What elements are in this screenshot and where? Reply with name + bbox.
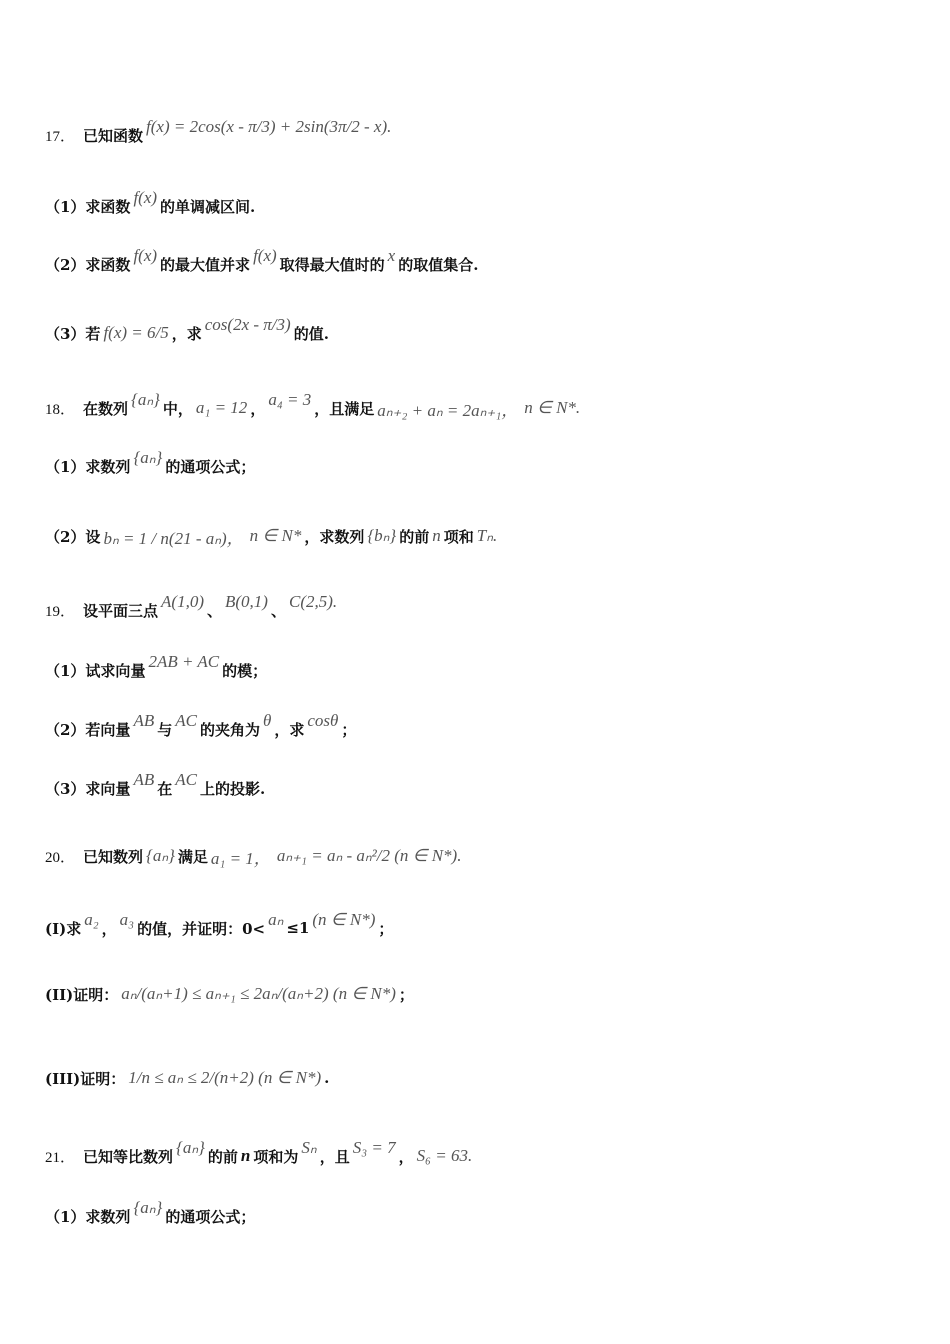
formula: AC (175, 711, 197, 730)
problem-21-part-1 (45, 1198, 255, 1234)
part-label: （3）求向量 (45, 779, 131, 798)
formula: n ∈ N*. (524, 398, 581, 417)
part-text: ； (378, 919, 394, 938)
problem-text: 在数列 (83, 399, 129, 418)
formula: aₙ₊₁ = aₙ - aₙ²/2 (n ∈ N*). (276, 846, 462, 865)
problem-20-part-1 (45, 910, 393, 946)
formula: bₙ = 1 / n(21 - aₙ)， (103, 528, 244, 548)
problem-text: ，且满足 (314, 399, 375, 418)
problem-text: 已知等比数列 (83, 1147, 174, 1166)
formula: (n ∈ N*) (312, 910, 376, 929)
formula: a₃ (119, 910, 135, 929)
separator: ， (250, 399, 266, 418)
problem-20-stem (45, 830, 464, 882)
problem-text: 的前 (207, 1147, 238, 1166)
formula: Tₙ. (476, 526, 498, 545)
part-label: （1）求数列 (45, 1207, 131, 1226)
problem-19-stem (45, 592, 340, 628)
formula: S₆ = 63. (416, 1146, 473, 1165)
problem-number: 21． (45, 1149, 76, 1166)
problem-17-part-3 (45, 305, 329, 361)
formula: cosθ (307, 711, 339, 730)
formula: aₙ₊₂ + aₙ = 2aₙ₊₁， (377, 400, 519, 420)
part-label: （3）若 (45, 324, 101, 343)
problem-number: 17． (45, 128, 76, 145)
formula: n ∈ N* (249, 526, 302, 545)
problem-19-part-3 (45, 772, 265, 804)
problem-18-part-1 (45, 450, 255, 482)
problem-19-part-1 (45, 654, 267, 686)
problem-number: 18． (45, 401, 76, 418)
part-label: (I)求 (45, 919, 82, 938)
formula: B(0,1) (225, 592, 268, 611)
problem-18-part-2 (45, 508, 500, 564)
problem-17-stem (45, 100, 394, 170)
problem-21-stem (45, 1138, 475, 1174)
separator: ， (398, 1147, 414, 1166)
part-text: ，求 (171, 324, 202, 343)
formula: θ (263, 711, 272, 730)
part-text: 的模； (222, 661, 268, 680)
formula: f(x) (133, 188, 158, 207)
formula: n (432, 526, 441, 545)
part-text: ≤1 (286, 919, 310, 937)
formula: n (240, 1146, 251, 1165)
part-text: 的最大值并求 (160, 255, 251, 274)
part-label: （1）试求向量 (45, 661, 146, 680)
problem-text: 设平面三点 (83, 601, 159, 620)
part-text: ； (341, 720, 357, 739)
problem-20-part-2 (45, 968, 414, 1020)
part-label: (II)证明： (45, 985, 119, 1004)
formula: AB (133, 711, 155, 730)
part-text: ，求数列 (304, 527, 365, 546)
part-text: 的取值集合. (398, 255, 479, 274)
formula: A(1,0) (161, 592, 204, 611)
part-text: 上的投影. (199, 779, 266, 798)
formula: {aₙ} (133, 1198, 163, 1217)
part-text: 在 (157, 779, 173, 798)
separator: ， (101, 919, 117, 938)
formula: {aₙ} (146, 846, 175, 865)
part-text: 项和 (443, 527, 474, 546)
formula: {aₙ} (176, 1138, 205, 1157)
part-text: ； (398, 985, 414, 1004)
problem-17-part-1 (45, 190, 255, 222)
part-text: . (324, 1069, 330, 1087)
formula: aₙ/(aₙ+1) ≤ aₙ₊₁ ≤ 2aₙ/(aₙ+2) (n ∈ N*) (121, 984, 396, 1003)
part-label: （1）求数列 (45, 457, 131, 476)
part-text: 的夹角为 (199, 720, 260, 739)
part-text: 的单调减区间. (160, 197, 256, 216)
formula: a₁ = 12 (195, 398, 248, 417)
problem-number: 20． (45, 849, 76, 866)
problem-19-part-2 (45, 713, 356, 745)
formula: a₄ = 3 (268, 390, 312, 409)
formula: AB (133, 770, 155, 789)
formula: cos(2x - π/3) (204, 315, 291, 334)
formula: C(2,5). (289, 592, 338, 611)
formula: a₂ (84, 910, 99, 929)
problem-text: 已知数列 (83, 847, 144, 866)
part-label: （1）求函数 (45, 197, 131, 216)
part-text: 的通项公式； (165, 1207, 256, 1226)
separator: 、 (270, 601, 286, 620)
formula: a₁ = 1， (210, 848, 271, 868)
problem-17-part-2 (45, 248, 478, 280)
part-label: (III)证明： (45, 1069, 126, 1088)
part-text: 的前 (399, 527, 430, 546)
part-text: 与 (157, 720, 173, 739)
formula: S₃ = 7 (352, 1138, 396, 1157)
formula: 2AB + AC (148, 652, 220, 671)
formula: f(x) = 2cos(x - π/3) + 2sin(3π/2 - x). (146, 117, 392, 136)
part-label: （2）若向量 (45, 720, 131, 739)
problem-18-stem (45, 388, 583, 428)
formula: f(x) = 6/5 (103, 323, 169, 342)
part-text: 的通项公式； (165, 457, 256, 476)
part-text: 的值. (293, 324, 329, 343)
formula: f(x) (133, 246, 158, 265)
formula: f(x) (253, 246, 277, 265)
formula: {aₙ} (133, 448, 163, 467)
part-text: ，求 (274, 720, 305, 739)
problem-text: 项和为 (253, 1147, 299, 1166)
formula: x (387, 246, 396, 265)
part-label: （2）求函数 (45, 255, 131, 274)
problem-20-part-3 (45, 1052, 329, 1104)
problem-text: 中， (162, 399, 193, 418)
part-text: 取得最大值时的 (279, 255, 385, 274)
problem-text: 满足 (177, 847, 208, 866)
formula: {bₙ} (367, 526, 397, 545)
problem-text: ，且 (319, 1147, 350, 1166)
problem-text: 已知函数 (83, 126, 144, 145)
formula: aₙ (268, 910, 284, 929)
part-text: 的值，并证明：0< (137, 919, 266, 938)
formula: 1/n ≤ aₙ ≤ 2/(n+2) (n ∈ N*) (128, 1068, 322, 1087)
formula: Sₙ (301, 1138, 317, 1157)
formula: {aₙ} (131, 390, 160, 409)
problem-number: 19． (45, 603, 76, 620)
separator: 、 (207, 601, 223, 620)
formula: AC (175, 770, 197, 789)
part-label: （2）设 (45, 527, 101, 546)
